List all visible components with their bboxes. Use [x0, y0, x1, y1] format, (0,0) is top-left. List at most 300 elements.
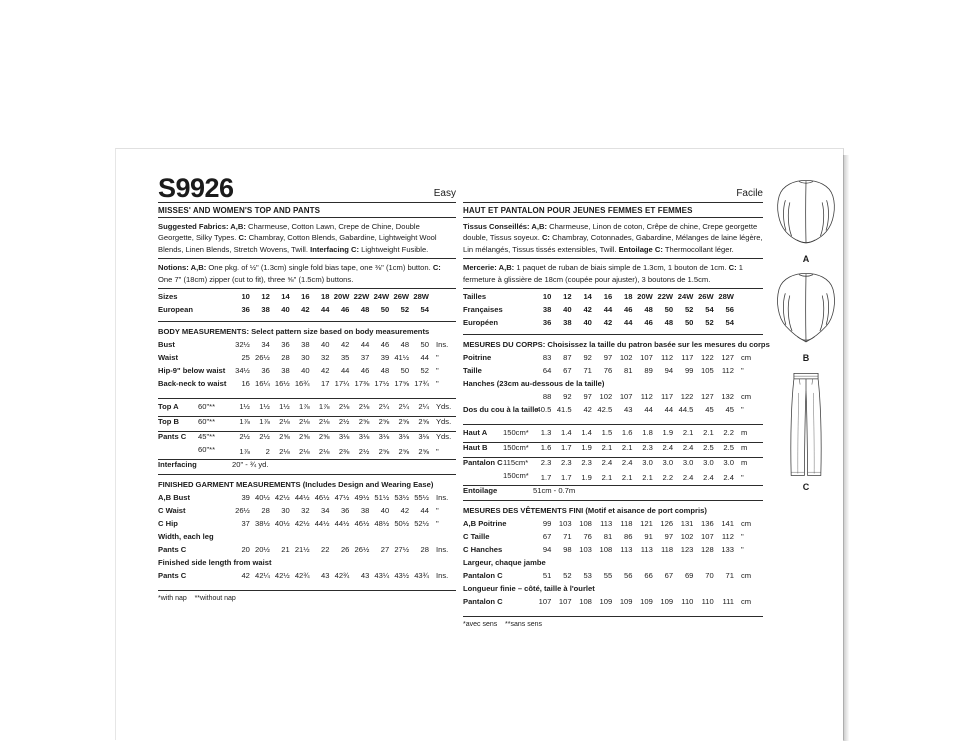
cell: 42 [400, 506, 410, 516]
cell: 107 [558, 597, 572, 607]
cell: 1⅞ [259, 417, 270, 427]
cell: 38 [301, 340, 310, 350]
cell: 97 [583, 392, 592, 402]
cell: 46 [624, 305, 633, 315]
garment-title-french: HAUT ET PANTALON POUR JEUNES FEMMES ET FEMMES [463, 203, 763, 218]
cell: 40 [380, 506, 390, 516]
cell: 1½ [279, 402, 290, 412]
cell: 2½ [358, 447, 370, 457]
table-row [158, 432, 456, 445]
cell: 54 [725, 318, 734, 328]
suggested-fabrics-french: Tissus Conseillés: A,B: Charmeuse, Linon de coton, Crêpe de chine, Crepe georgette double, Tissus soyeux. C: Chambray, Cotonnades, Gabardine, Mélanges de laine légère, Lin mélangés, Tissus tissés extensibles, Twill. Entoilage C: Thermocollant léger. [463, 218, 763, 259]
cell: 117 [660, 392, 674, 402]
cell: 14 [281, 292, 290, 302]
cell: 34 [321, 506, 330, 516]
cell: 10 [542, 292, 552, 302]
cell: 127 [721, 353, 734, 363]
difficulty-english: Easy [433, 188, 456, 199]
unit-cell: cm [740, 353, 752, 363]
cell: 2.4 [662, 443, 674, 453]
table-row [463, 597, 763, 610]
pants-c-back-view-drawing [774, 369, 838, 481]
cell: 16 [241, 379, 250, 389]
cell: 51½ [374, 493, 390, 503]
cell: 66 [644, 571, 653, 581]
cell: 26½ [255, 353, 270, 363]
cell: 42.5 [597, 405, 613, 415]
cell: 30 [301, 353, 310, 363]
unit-cell: Ins. [435, 493, 449, 503]
row-label: C Waist [158, 506, 186, 516]
body-measurements-header-french: MESURES DU CORPS: Choisissez la taille du patron basée sur les mesures du corps [463, 340, 770, 350]
cell: 42 [321, 366, 330, 376]
garment-sketches [768, 175, 844, 628]
cell: 26 [340, 545, 350, 555]
cell: 2.5 [703, 443, 714, 453]
cell: 49½ [354, 493, 370, 503]
cell: 42½ [294, 519, 310, 529]
cell: 50½ [394, 519, 410, 529]
cell: 24W [373, 292, 390, 302]
cell: 2.1 [703, 428, 714, 438]
cell: 30 [281, 506, 290, 516]
table-row [158, 506, 456, 519]
table-row [463, 471, 763, 486]
cell: 36 [241, 305, 250, 315]
cell: 107 [538, 597, 552, 607]
cell: 17 [321, 379, 330, 389]
notions-english: Notions: A,B: One pkg. of ½" (1.3cm) single fold bias tape, one ⅜" (1cm) button. C: One 7" (18cm) zipper (cut to fit), three ⅝" (1.5cm) buttons. [158, 259, 456, 289]
cell: 2.2 [662, 473, 674, 483]
row-label: European [158, 305, 194, 315]
pattern-envelope-back [115, 148, 844, 740]
unit-cell: Ins. [435, 340, 449, 350]
unit-cell: " [740, 405, 744, 415]
cell: 3⅛ [338, 432, 350, 442]
unit-cell: " [435, 506, 439, 516]
sizes-table-english [158, 292, 456, 318]
top-b-back-view-drawing [770, 270, 842, 352]
unit-cell: " [435, 353, 439, 363]
table-row [158, 353, 456, 366]
cell: 2.1 [601, 473, 613, 483]
table-row [158, 519, 456, 532]
row-label: C Taille [463, 532, 490, 542]
cell: 43¼ [374, 571, 390, 581]
cell: 54 [420, 305, 429, 315]
cell: 91 [644, 532, 653, 542]
cell: 109 [640, 597, 653, 607]
cell: 52 [400, 305, 410, 315]
table-row [158, 366, 456, 379]
cell: 70 [705, 571, 714, 581]
unit-cell: " [740, 532, 744, 542]
row-label: Pants C 45"** [158, 432, 216, 442]
cell: 141 [721, 519, 734, 529]
cell: 40 [281, 305, 290, 315]
garment-title-english: MISSES' AND WOMEN'S TOP AND PANTS [158, 203, 456, 218]
cell: 2.3 [581, 458, 592, 468]
table-row [463, 292, 763, 305]
table-row [158, 305, 456, 318]
table-row [158, 445, 456, 460]
cell: 99 [684, 366, 694, 376]
cell: 42½ [274, 493, 290, 503]
row-label: Waist [158, 353, 178, 363]
cell: 44 [420, 506, 429, 516]
cell: 1⅞ [299, 402, 310, 412]
cell: 2⅝ [358, 417, 370, 427]
table-row [158, 493, 456, 506]
cell: 50 [380, 305, 390, 315]
cell: 18 [321, 292, 330, 302]
cell: 28W [413, 292, 429, 302]
divider [158, 590, 456, 591]
cell: 111 [722, 597, 734, 607]
cell: 36 [340, 506, 350, 516]
cell: 92 [583, 353, 592, 363]
unit-cell: Yds. [435, 417, 452, 427]
cell: 99 [542, 519, 552, 529]
cell: 98 [563, 545, 572, 555]
cell: 94 [664, 366, 674, 376]
unit-cell: m [740, 458, 748, 468]
cell: 128 [701, 545, 714, 555]
cell: 47½ [334, 493, 350, 503]
cell: 1.4 [561, 428, 572, 438]
unit-cell: m [740, 443, 748, 453]
english-column [158, 175, 456, 628]
cell: 28 [420, 545, 429, 555]
unit-cell: m [740, 428, 748, 438]
cell: 136 [701, 519, 714, 529]
row-label: Sizes [158, 292, 178, 302]
cell: 10 [241, 292, 250, 302]
table-row [463, 366, 763, 379]
cell: 2⅝ [378, 447, 390, 457]
cell: 71 [583, 366, 592, 376]
cell: 1⅞ [239, 417, 250, 427]
yardage-table-english [158, 402, 456, 475]
cell: 56 [624, 571, 633, 581]
cell: 2.1 [621, 473, 633, 483]
cell: 1.4 [581, 428, 592, 438]
row-label: 60"** [198, 445, 216, 455]
cell: 81 [624, 366, 633, 376]
cell: 3⅛ [378, 432, 390, 442]
cell: 36 [261, 366, 270, 376]
cell: 1.7 [561, 443, 572, 453]
cell: 28 [281, 353, 290, 363]
cell: 44 [644, 405, 653, 415]
cell: 36 [542, 318, 552, 328]
cell: 76 [603, 366, 613, 376]
cell: 133 [721, 545, 734, 555]
cell: 2⅝ [378, 417, 390, 427]
row-label: Poitrine [463, 353, 492, 363]
cell: 16¾ [294, 379, 310, 389]
cell: 67 [664, 571, 674, 581]
cell: 44 [624, 318, 633, 328]
cell: 44 [664, 405, 674, 415]
cell: 108 [579, 597, 592, 607]
cell: 16½ [274, 379, 290, 389]
row-label: Dos du cou à la taille [463, 405, 539, 415]
sketch-view-c [768, 369, 844, 492]
cell: 46 [360, 366, 370, 376]
cell: 44.5 [678, 405, 694, 415]
top-a-back-view-drawing [770, 177, 842, 253]
unit-cell: cm [740, 519, 752, 529]
cell: 83 [542, 353, 552, 363]
cell: 1.6 [621, 428, 633, 438]
cell: 38 [281, 366, 290, 376]
cell: 2½ [239, 432, 250, 442]
cell: 41½ [394, 353, 410, 363]
cell: 55 [603, 571, 613, 581]
cell: 12 [563, 292, 572, 302]
cell: 26½ [354, 545, 370, 555]
row-label: Haut B 150cm* [463, 443, 529, 453]
cell: 50 [684, 318, 694, 328]
row-label: Back-neck to waist [158, 379, 227, 389]
cell: 81 [603, 532, 613, 542]
cell: 52 [705, 318, 714, 328]
cell: 2½ [259, 432, 270, 442]
cell: 92 [563, 392, 572, 402]
cell: 126 [660, 519, 674, 529]
cell: 43¾ [414, 571, 429, 581]
cell: 112 [721, 366, 734, 376]
table-subheading: Width, each leg [158, 532, 214, 542]
cell: 71 [725, 571, 734, 581]
cell: 2.4 [723, 473, 734, 483]
cell: 28W [718, 292, 734, 302]
table-row [158, 417, 456, 432]
cell: 51 [542, 571, 552, 581]
cell: 2⅝ [418, 447, 429, 457]
row-label: Hip-9" below waist [158, 366, 226, 376]
cell: 16¼ [255, 379, 270, 389]
divider [158, 321, 456, 322]
cell: 2.1 [621, 443, 633, 453]
cell: 109 [599, 597, 613, 607]
table-subheading: Finished side length from waist [158, 558, 272, 568]
cell: 113 [600, 519, 613, 529]
cell: 42 [583, 305, 592, 315]
body-measurements-table-english [158, 340, 456, 392]
cell: 48 [360, 305, 370, 315]
row-label: Pantalon C [463, 597, 503, 607]
row-label: 150cm* [503, 471, 529, 481]
cell: 2.4 [682, 443, 694, 453]
row-label: Entoilage [463, 486, 498, 496]
cell: 37 [241, 519, 250, 529]
row-label: Tailles [463, 292, 487, 302]
cell: 86 [624, 532, 633, 542]
cell: 38 [360, 506, 370, 516]
cell: 42 [603, 318, 613, 328]
cell: 37 [360, 353, 370, 363]
row-label: A,B Bust [158, 493, 191, 503]
cell: 2⅛ [318, 417, 330, 427]
cell: 108 [599, 545, 613, 555]
cell: 2¼ [378, 402, 390, 412]
cell: 2.1 [682, 428, 694, 438]
cell: 17½ [374, 379, 390, 389]
cell: 40.5 [536, 405, 552, 415]
cell: 1½ [239, 402, 250, 412]
cell: 39 [380, 353, 390, 363]
cell: 40½ [274, 519, 290, 529]
cell: 1.6 [540, 443, 552, 453]
unit-cell: " [435, 447, 439, 457]
cell: 40½ [255, 493, 270, 503]
row-label: C Hanches [463, 545, 503, 555]
cell: 1.9 [662, 428, 674, 438]
cell: 43 [321, 571, 330, 581]
cell: 42¾ [294, 571, 310, 581]
cell: 18 [624, 292, 633, 302]
cell: 16 [301, 292, 310, 302]
cell: 44 [321, 305, 330, 315]
unit-cell: Ins. [435, 545, 449, 555]
cell: 3.0 [682, 458, 694, 468]
cell: 118 [660, 545, 674, 555]
unit-cell: " [435, 366, 439, 376]
cell: 39 [241, 493, 250, 503]
cell: 44½ [334, 519, 350, 529]
sizes-table-french [463, 292, 763, 331]
cell: 36 [281, 340, 290, 350]
spanning-value: 20" - ¾ yd. [232, 460, 269, 470]
cell: 102 [619, 353, 633, 363]
table-subheading: Longueur finie – côté, taille à l'ourlet [463, 584, 595, 594]
table-row [463, 571, 763, 584]
cell: 3.0 [703, 458, 714, 468]
cell: 45 [705, 405, 714, 415]
cell: 3.0 [662, 458, 674, 468]
cell: 26W [698, 292, 714, 302]
cell: 2⅝ [398, 417, 410, 427]
table-row [463, 405, 763, 418]
cell: 1⅞ [318, 402, 330, 412]
cell: 3.0 [642, 458, 653, 468]
cell: 41.5 [556, 405, 572, 415]
table-row [463, 532, 763, 545]
cell: 2 [265, 447, 270, 457]
table-row [158, 402, 456, 417]
unit-cell: cm [740, 571, 752, 581]
cell: 2⅝ [279, 432, 290, 442]
cell: 22W [353, 292, 370, 302]
cell: 52½ [414, 519, 429, 529]
row-label: Top B 60"** [158, 417, 216, 427]
cell: 1.9 [581, 473, 592, 483]
cell: 122 [701, 353, 714, 363]
cell: 112 [660, 353, 674, 363]
cell: 113 [640, 545, 653, 555]
cell: 2⅛ [299, 447, 310, 457]
table-row [463, 305, 763, 318]
cell: 17⅜ [354, 379, 370, 389]
cell: 54 [705, 305, 714, 315]
cell: 48 [644, 305, 653, 315]
cell: 110 [681, 597, 694, 607]
cell: 2½ [338, 417, 350, 427]
cell: 38 [563, 318, 572, 328]
cell: 69 [684, 571, 694, 581]
table-row [463, 545, 763, 558]
cell: 20½ [255, 545, 270, 555]
divider [158, 398, 456, 399]
cell: 50 [664, 305, 674, 315]
cell: 46½ [314, 493, 330, 503]
unit-cell: " [435, 379, 439, 389]
cell: 46½ [354, 519, 370, 529]
cell: 42 [340, 340, 350, 350]
cell: 122 [680, 392, 694, 402]
table-subheading: Hanches (23cm au-dessous de la taille) [463, 379, 605, 389]
cell: 24W [677, 292, 694, 302]
cell: 53½ [394, 493, 410, 503]
table-row [463, 519, 763, 532]
cell: 14 [583, 292, 592, 302]
cell: 109 [619, 597, 633, 607]
cell: 88 [542, 392, 552, 402]
cell: 52 [420, 366, 429, 376]
cell: 46 [340, 305, 350, 315]
table-row [463, 318, 763, 331]
cell: 2.5 [723, 443, 734, 453]
cell: 3⅛ [398, 432, 410, 442]
cell: 44½ [314, 519, 330, 529]
spanning-value: 51cm - 0.7m [533, 486, 576, 496]
cell: 42 [241, 571, 250, 581]
cell: 42 [583, 405, 592, 415]
divider [463, 334, 763, 335]
cell: 20 [241, 545, 250, 555]
cell: 48½ [374, 519, 390, 529]
cell: 112 [640, 392, 653, 402]
cell: 32½ [235, 340, 250, 350]
cell: 50 [400, 366, 410, 376]
cell: 38 [261, 305, 270, 315]
row-label: Interfacing [158, 460, 197, 470]
cell: 71 [563, 532, 572, 542]
cell: 127 [701, 392, 714, 402]
cell: 132 [721, 392, 734, 402]
sketch-view-b [768, 270, 844, 363]
finished-measurements-header-english: FINISHED GARMENT MEASUREMENTS (Includes Design and Wearing Ease) [158, 480, 434, 490]
cell: 26½ [235, 506, 250, 516]
view-a-label: A [802, 254, 810, 264]
unit-cell: cm [740, 392, 752, 402]
cell: 117 [681, 353, 694, 363]
cell: 123 [680, 545, 694, 555]
cell: 44 [340, 366, 350, 376]
cell: 110 [701, 597, 714, 607]
cell: 1.3 [540, 428, 552, 438]
row-label: C Hip [158, 519, 178, 529]
cell: 102 [680, 532, 694, 542]
unit-cell: " [435, 519, 439, 529]
table-row [463, 486, 763, 501]
cell: 107 [701, 532, 714, 542]
cell: 102 [599, 392, 613, 402]
cell: 40 [321, 340, 330, 350]
sketch-view-a [768, 177, 844, 264]
